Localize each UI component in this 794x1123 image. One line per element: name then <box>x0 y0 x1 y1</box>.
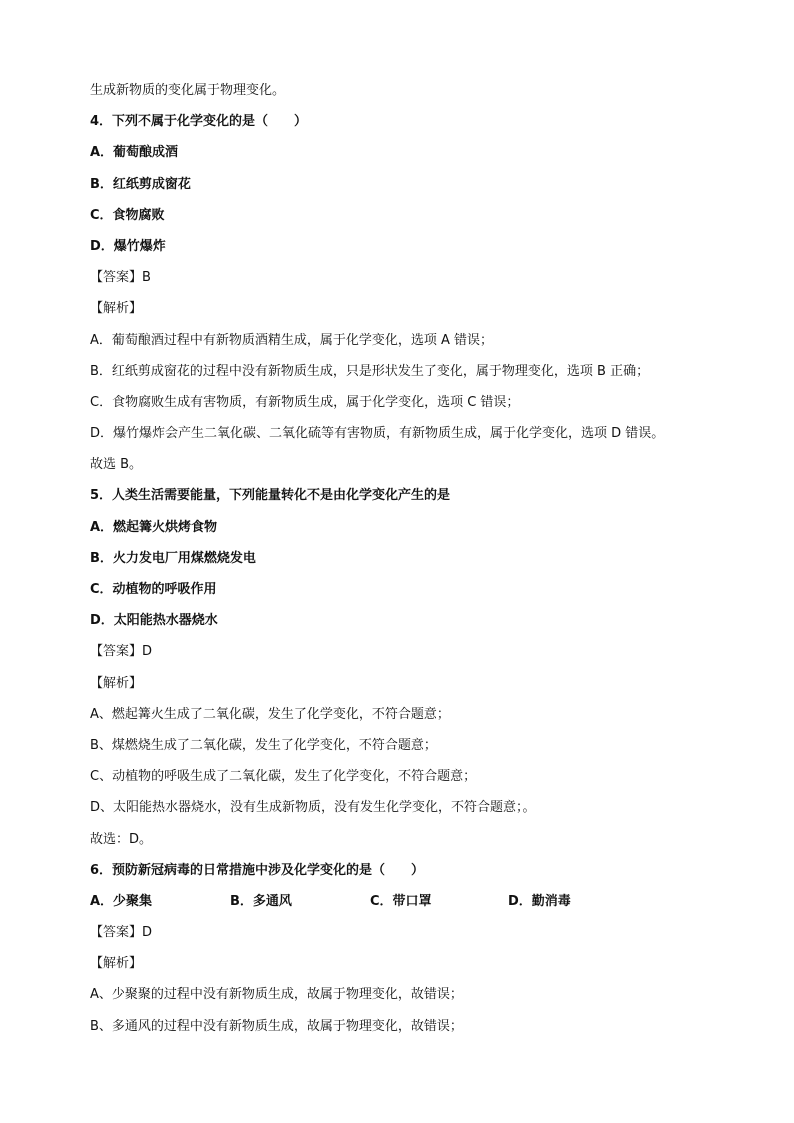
question-5: 5．人类生活需要能量，下列能量转化不是由化学变化产生的是 <box>90 488 451 504</box>
option-c: C．食物腐败 <box>90 207 165 223</box>
analysis-line: B、煤燃烧生成了二氧化碳，发生了化学变化，不符合题意； <box>90 737 437 753</box>
analysis-line: D．爆竹爆炸会产生二氧化碳、二氧化硫等有害物质，有新物质生成，属于化学变化，选项 D 错误。 <box>90 426 665 442</box>
question-6-options <box>90 891 730 922</box>
analysis-line: C、动植物的呼吸生成了二氧化碳，发生了化学变化，不符合题意； <box>90 769 477 785</box>
option-a: A．葡萄酿成酒 <box>90 145 179 161</box>
answer-label: 【答案】B <box>90 270 151 286</box>
option-b: B．多通风 <box>230 893 292 909</box>
option-b: B．火力发电厂用煤燃烧发电 <box>90 550 256 566</box>
analysis-line: B、多通风的过程中没有新物质生成，故属于物理变化，故错误； <box>90 1018 463 1034</box>
option-d: D．勤消毒 <box>508 893 571 909</box>
analysis-line: A、少聚聚的过程中没有新物质生成，故属于物理变化，故错误； <box>90 987 463 1003</box>
option-c: C．带口罩 <box>370 893 432 909</box>
analysis-line: B．红纸剪成窗花的过程中没有新物质生成，只是形状发生了变化，属于物理变化，选项 B 正确； <box>90 363 650 379</box>
question-6: 6．预防新冠病毒的日常措施中涉及化学变化的是（ ） <box>90 862 425 878</box>
option-d: D．太阳能热水器烧水 <box>90 613 218 629</box>
analysis-label: 【解析】 <box>90 956 143 972</box>
analysis-label: 【解析】 <box>90 675 143 691</box>
option-a: A．少聚集 <box>90 893 153 909</box>
option-d: D．爆竹爆炸 <box>90 238 166 254</box>
analysis-line: D、太阳能热水器烧水，没有生成新物质，没有发生化学变化，不符合题意；。 <box>90 800 536 816</box>
document-page <box>90 80 730 1047</box>
analysis-line: C．食物腐败生成有害物质，有新物质生成，属于化学变化，选项 C 错误； <box>90 394 520 410</box>
conclusion-line: 故选：D。 <box>90 831 153 847</box>
text-line: 生成新物质的变化属于物理变化。 <box>90 83 286 98</box>
option-b: B．红纸剪成窗花 <box>90 176 191 192</box>
analysis-line: A、燃起篝火生成了二氧化碳，发生了化学变化，不符合题意； <box>90 706 450 722</box>
conclusion-line: 故选 B。 <box>90 457 143 473</box>
option-a: A．燃起篝火烘烤食物 <box>90 519 218 535</box>
answer-label: 【答案】D <box>90 925 153 941</box>
option-c: C．动植物的呼吸作用 <box>90 582 217 597</box>
analysis-label: 【解析】 <box>90 301 143 317</box>
question-4: 4．下列不属于化学变化的是（ ） <box>90 114 308 130</box>
analysis-line: A．葡萄酿酒过程中有新物质酒精生成，属于化学变化，选项 A 错误； <box>90 332 494 348</box>
answer-label: 【答案】D <box>90 644 153 660</box>
